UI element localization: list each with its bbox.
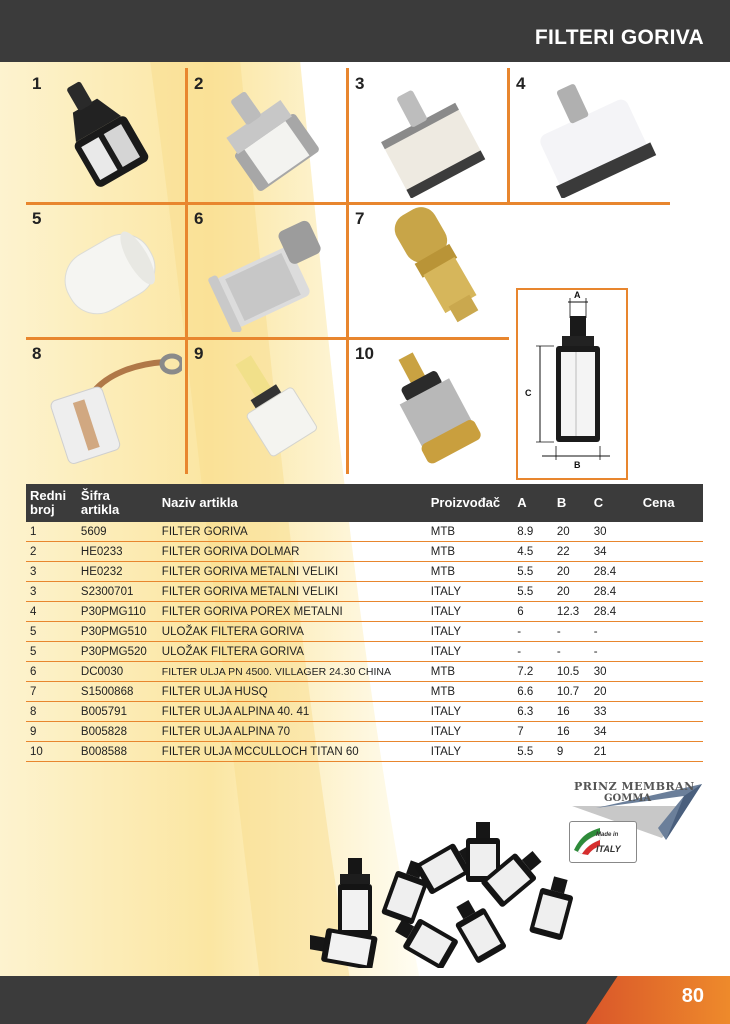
- cell-code: 5609: [77, 522, 158, 542]
- table-row: [26, 742, 703, 762]
- cell-no: 5: [26, 642, 77, 662]
- cell-maker: ITALY: [427, 642, 514, 662]
- header-naziv-artikla: Naziv artikla: [158, 484, 427, 522]
- cell-b: 20: [553, 562, 590, 582]
- header-c: C: [590, 484, 639, 522]
- cell-name: FILTER ULJA ALPINA 70: [158, 722, 427, 742]
- cell-code: S1500868: [77, 682, 158, 702]
- cell-a: 7: [513, 722, 553, 742]
- cell-c: 21: [590, 742, 639, 762]
- table-header-row: [26, 484, 703, 522]
- page-number: 80: [681, 985, 704, 1007]
- cell-price: [639, 622, 703, 642]
- cell-code: B008588: [77, 742, 158, 762]
- cell-price: [639, 582, 703, 602]
- cell-no: 2: [26, 542, 77, 562]
- cell-maker: MTB: [427, 682, 514, 702]
- table-row: [26, 542, 703, 562]
- cell-c: -: [590, 642, 639, 662]
- cell-maker: MTB: [427, 562, 514, 582]
- header-redni-broj: Redni broj: [26, 484, 77, 522]
- table-row: [26, 602, 703, 622]
- item-number: 1: [32, 74, 42, 93]
- fuel-filters-group-icon: [310, 818, 590, 968]
- cell-maker: MTB: [427, 542, 514, 562]
- table-row: [26, 702, 703, 722]
- cell-no: 3: [26, 582, 77, 602]
- cell-maker: ITALY: [427, 582, 514, 602]
- cell-name: ULOŽAK FILTERA GORIVA: [158, 622, 427, 642]
- page-title: FILTERI GORIVA: [534, 26, 704, 49]
- item-number: 6: [194, 209, 204, 228]
- cell-b: 20: [553, 582, 590, 602]
- cell-price: [639, 522, 703, 542]
- cell-price: [639, 682, 703, 702]
- cell-name: FILTER ULJA MCCULLOCH TITAN 60: [158, 742, 427, 762]
- header-b: B: [553, 484, 590, 522]
- cell-maker: ITALY: [427, 702, 514, 722]
- cell-c: 28.4: [590, 602, 639, 622]
- cell-name: FILTER GORIVA DOLMAR: [158, 542, 427, 562]
- cell-b: 9: [553, 742, 590, 762]
- dimension-label-a: A: [574, 290, 581, 300]
- grid-divider: [185, 68, 188, 474]
- table-row: [26, 562, 703, 582]
- cell-maker: ITALY: [427, 722, 514, 742]
- prinz-membran-logo: [566, 778, 706, 864]
- dimension-diagram: [516, 288, 628, 480]
- cell-name: FILTER GORIVA METALNI VELIKI: [158, 582, 427, 602]
- header-proizvodjac: Proizvođač: [427, 484, 514, 522]
- cell-no: 1: [26, 522, 77, 542]
- filter-dimension-icon: [518, 290, 626, 478]
- oil-filter-brass-mesh-icon: [358, 344, 506, 470]
- cell-name: FILTER ULJA ALPINA 40. 41: [158, 702, 427, 722]
- made-in-italy-badge: [569, 821, 637, 863]
- item-number: 10: [355, 344, 374, 363]
- cell-name: FILTER GORIVA POREX METALNI: [158, 602, 427, 622]
- table-row: [26, 722, 703, 742]
- cell-no: 8: [26, 702, 77, 722]
- cell-b: 16: [553, 722, 590, 742]
- cell-c: 34: [590, 542, 639, 562]
- cell-b: 10.7: [553, 682, 590, 702]
- country-label: ITALY: [596, 844, 621, 854]
- cell-c: 34: [590, 722, 639, 742]
- cell-no: 7: [26, 682, 77, 702]
- cell-price: [639, 562, 703, 582]
- table-row: [26, 522, 703, 542]
- cell-c: -: [590, 622, 639, 642]
- cell-price: [639, 702, 703, 722]
- cell-c: 28.4: [590, 562, 639, 582]
- fuel-filter-metal-large-icon: [358, 74, 504, 198]
- cell-b: 22: [553, 542, 590, 562]
- cell-code: B005791: [77, 702, 158, 722]
- logo-text-line2: GOMMA: [604, 793, 652, 804]
- cell-price: [639, 722, 703, 742]
- cell-b: 20: [553, 522, 590, 542]
- cell-a: 5.5: [513, 562, 553, 582]
- made-in-label: Made in: [596, 832, 619, 838]
- cell-maker: ITALY: [427, 742, 514, 762]
- cell-no: 6: [26, 662, 77, 682]
- cell-code: P30PMG510: [77, 622, 158, 642]
- dimension-label-b: B: [574, 460, 581, 470]
- cell-no: 9: [26, 722, 77, 742]
- cell-code: P30PMG520: [77, 642, 158, 662]
- cell-name: FILTER ULJA PN 4500. VILLAGER 24.30 CHINA: [158, 662, 427, 682]
- cell-name: FILTER ULJA HUSQ: [158, 682, 427, 702]
- cell-price: [639, 642, 703, 662]
- table-row: [26, 622, 703, 642]
- cell-code: HE0233: [77, 542, 158, 562]
- header-sifra-artikla: Šifra artikla: [77, 484, 158, 522]
- table-row: [26, 642, 703, 662]
- table-row: [26, 662, 703, 682]
- item-number: 4: [516, 74, 526, 93]
- cell-price: [639, 602, 703, 622]
- header-a: A: [513, 484, 553, 522]
- cell-c: 30: [590, 662, 639, 682]
- cell-maker: ITALY: [427, 602, 514, 622]
- cell-no: 3: [26, 562, 77, 582]
- fuel-filter-black-icon: [36, 72, 176, 198]
- dimension-label-c: C: [525, 388, 532, 398]
- cell-code: B005828: [77, 722, 158, 742]
- cell-c: 30: [590, 522, 639, 542]
- logo-text-line1: PRINZ MEMBRAN: [574, 780, 695, 793]
- cell-a: 7.2: [513, 662, 553, 682]
- fuel-filter-porex-icon: [520, 74, 668, 198]
- cell-b: 10.5: [553, 662, 590, 682]
- oil-filter-mesh-small-icon: [198, 344, 344, 470]
- cell-a: 4.5: [513, 542, 553, 562]
- grid-divider: [507, 68, 510, 204]
- cell-code: P30PMG110: [77, 602, 158, 622]
- cell-a: -: [513, 622, 553, 642]
- cell-no: 5: [26, 622, 77, 642]
- cell-c: 33: [590, 702, 639, 722]
- table-body: [26, 522, 703, 762]
- cell-a: 6.6: [513, 682, 553, 702]
- cell-a: 5.5: [513, 582, 553, 602]
- cell-code: HE0232: [77, 562, 158, 582]
- item-number: 8: [32, 344, 42, 363]
- cell-maker: MTB: [427, 522, 514, 542]
- table-row: [26, 582, 703, 602]
- cell-name: FILTER GORIVA: [158, 522, 427, 542]
- oil-filter-brass-icon: [358, 206, 504, 334]
- cell-a: 8.9: [513, 522, 553, 542]
- cell-code: DC0030: [77, 662, 158, 682]
- grid-divider: [26, 337, 509, 340]
- cell-b: -: [553, 622, 590, 642]
- cell-maker: ITALY: [427, 622, 514, 642]
- cell-a: 6.3: [513, 702, 553, 722]
- cell-price: [639, 742, 703, 762]
- cell-name: FILTER GORIVA METALNI VELIKI: [158, 562, 427, 582]
- product-table: [26, 484, 703, 762]
- cell-price: [639, 542, 703, 562]
- filter-element-felt-icon: [38, 208, 182, 332]
- oil-filter-mesh-icon: [198, 210, 344, 332]
- cell-maker: MTB: [427, 662, 514, 682]
- cell-b: 12.3: [553, 602, 590, 622]
- item-number: 9: [194, 344, 204, 363]
- header-bar: [0, 0, 730, 62]
- oil-filter-pipe-icon: [36, 344, 182, 470]
- cell-b: 16: [553, 702, 590, 722]
- grid-divider: [346, 68, 349, 474]
- cell-name: ULOŽAK FILTERA GORIVA: [158, 642, 427, 662]
- cell-no: 10: [26, 742, 77, 762]
- cell-a: 6: [513, 602, 553, 622]
- item-number: 5: [32, 209, 42, 228]
- cell-code: S2300701: [77, 582, 158, 602]
- grid-divider: [26, 202, 670, 205]
- cell-a: 5.5: [513, 742, 553, 762]
- header-cena: Cena: [639, 484, 703, 522]
- table-row: [26, 682, 703, 702]
- cell-a: -: [513, 642, 553, 662]
- cell-c: 28.4: [590, 582, 639, 602]
- cell-price: [639, 662, 703, 682]
- item-number: 7: [355, 209, 365, 228]
- fuel-filter-metal-felt-icon: [198, 74, 344, 198]
- item-number: 2: [194, 74, 204, 93]
- cell-b: -: [553, 642, 590, 662]
- cell-c: 20: [590, 682, 639, 702]
- item-number: 3: [355, 74, 365, 93]
- cell-no: 4: [26, 602, 77, 622]
